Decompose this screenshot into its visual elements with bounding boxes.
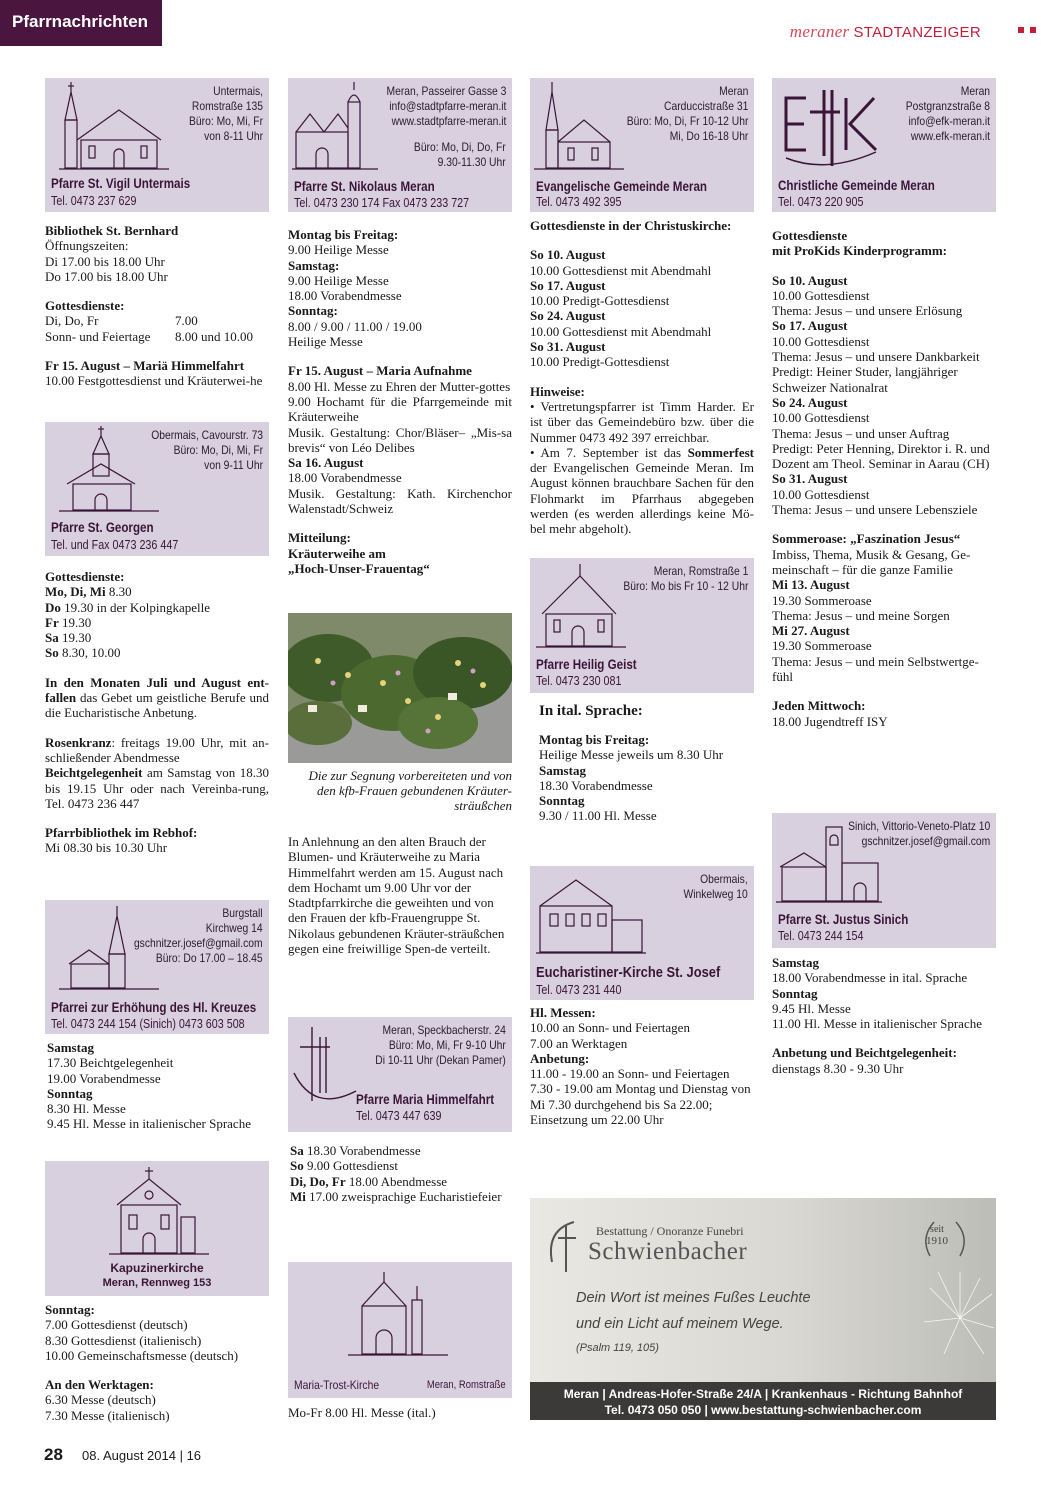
text-block-st-justus: Samstag 18.00 Vorabendmesse in ital. Sprache Sonntag 9.45 Hl. Messe 11.00 Hl. Messe in italienischer Sprache Anbetung und Beichtgelegenheit: dienstags 8.30 - 9.30 Uhr: [772, 955, 982, 1076]
info-box-st-nikolaus: [288, 78, 512, 212]
box-address: Sinich, Vittorio-Veneto-Platz 10 gschnitzer.josef@gmail.com: [847, 819, 990, 848]
text-block-st-nikolaus: Montag bis Freitag: 9.00 Heilige Messe Samstag: 9.00 Heilige Messe 18.00 Vorabendmesse Sonntag: 8.00 / 9.00 / 11.00 / 19.00 Heilige Messe Fr 15. August – Maria Aufnahme 8.00 Hl. Messe zu Ehren der Mutter-gottes 9.00 Hochamt für die Pfarrgemeinde mit Kräuterweihe Musik. Gestaltung: Chor/Bläser– „Mis-sa brevis“ von Léo Delibes Sa 16. August 18.00 Vorabendmesse Musik. Gestaltung: Kath. Kirchenchor Walenstadt/Schweiz Mitteilung: Kräuterweihe am „Hoch-Unser-Frauentag“: [288, 227, 512, 576]
box-address: Untermais, Romstraße 135 Büro: Mo, Mi, Fr von 8-11 Uhr: [189, 84, 263, 143]
parish-phone: Tel. und Fax 0473 236 447: [51, 538, 179, 552]
info-box-evangelische-gemeinde: [530, 78, 754, 212]
text-block-evangelische-gemeinde: Gottesdienste in der Christuskirche: So 10. August 10.00 Gottesdienst mit Abendmahl So 17. August 10.00 Predigt-Gottesdienst So 24. August 10.00 Gottesdienst mit Abendmahl So 31. August 10.00 Predigt-Gottesdienst Hinweise: • Vertretungspfarrer ist Timm Harder. Er ist über das Gemeindebüro bzw. über die Nummer 0473 492 397 erreichbar. • Am 7. September ist das Sommerfest der Evangelischen Gemeinde Meran. Im August können brauchbare Sachen für den Flohmarkt im Pfarrhaus abgegeben werden (es werden allerdings keine Mö-bel mehr abgeholt).: [530, 218, 754, 537]
parish-name: Pfarre St. Justus Sinich: [778, 912, 909, 927]
parish-name: Evangelische Gemeinde Meran: [536, 179, 708, 194]
ad-quote-source: (Psalm 119, 105): [576, 1342, 659, 1354]
text-block-st-georgen: Gottesdienste: Mo, Di, Mi 8.30 Do 19.30 in der Kolpingkapelle Fr 19.30 Sa 19.30 So 8.30, 10.00 In den Monaten Juli und August ent-fallen das Gebet um geistliche Berufe und die Eucharistische Anbetung. Rosenkranz: freitags 19.00 Uhr, mit an-schließender Abendmesse Beichtgelegenheit am Samstag von 18.30 bis 19.15 Uhr oder nach Vereinba-rung, Tel. 0473 236 447 Pfarrbibliothek im Rebhof: Mi 08.30 bis 10.30 Uhr: [45, 569, 269, 856]
info-box-st-justus: [772, 813, 996, 948]
parish-phone: Tel. 0473 237 629: [51, 194, 137, 208]
parish-phone: Tel. 0473 220 905: [778, 195, 864, 209]
ad-quote-line-1: Dein Wort ist meines Fußes Leuchte: [576, 1290, 811, 1306]
info-box-maria-himmelfahrt: [288, 1017, 512, 1132]
parish-phone: Tel. 0473 244 154: [778, 929, 864, 943]
info-box-heilig-geist: [530, 558, 754, 693]
dandelion-icon: [900, 1258, 996, 1368]
funeral-home-advertisement: [530, 1198, 996, 1420]
text-block-maria-himmelfahrt: Sa 18.30 Vorabendmesse So 9.00 Gottesdienst Di, Do, Fr 18.00 Abendmesse Mi 17.00 zweisprachige Eucharistiefeier: [290, 1143, 502, 1204]
parish-phone: Tel. 0473 492 395: [536, 195, 622, 209]
text-block-maria-trost: Mo-Fr 8.00 Hl. Messe (ital.): [288, 1405, 436, 1420]
laurel-wreath-icon: [920, 1214, 970, 1264]
ad-subtitle: Bestattung / Onoranze Funebri: [596, 1224, 744, 1238]
church-drawing-icon: [290, 1023, 360, 1109]
box-address: Obermais, Cavourstr. 73 Büro: Mo, Di, Mi, Fr von 9-11 Uhr: [151, 428, 263, 472]
ad-quote-line-2: und ein Licht auf meinem Wege.: [576, 1316, 784, 1332]
ad-contact-strip: Meran | Andreas-Hofer-Straße 24/A | Krankenhaus - Richtung Bahnhof Tel. 0473 050 050 | www.bestattung-schwienbacher.com: [530, 1382, 996, 1420]
cross-logo-icon: [544, 1216, 584, 1276]
brand-caps: STADTANZEIGER: [853, 24, 981, 41]
text-block-st-josef: Hl. Messen: 10.00 an Sonn- und Feiertagen 7.00 an Werktagen Anbetung: 11.00 - 19.00 an Sonn- und Feiertagen 7.30 - 19.00 am Montag und Dienstag von Mi 7.30 durchgehend bis Sa 22.00; Einsetzung um 22.00 Uhr: [530, 1005, 751, 1128]
parish-address: Meran, Romstraße: [427, 1379, 506, 1391]
parish-name: Eucharistiner-Kirche St. Josef: [536, 964, 721, 981]
church-drawing-icon: [536, 562, 626, 652]
box-address: Meran, Speckbacherstr. 24 Büro: Mo, Mi, Fr 9-10 Uhr Di 10-11 Uhr (Dekan Pamer): [375, 1023, 506, 1067]
publication-brand: [790, 22, 981, 42]
parish-name: Pfarre St. Vigil Untermais: [51, 176, 191, 191]
church-drawing-icon: [348, 1270, 448, 1358]
box-address: Meran, Romstraße 1 Büro: Mo bis Fr 10 - 12 Uhr: [622, 564, 748, 593]
info-box-st-georgen: [45, 422, 269, 556]
herb-blessing-text: In Anlehnung an den alten Brauch der Blumen- und Kräuterweihe zu Maria Himmelfahrt werden am 15. August nach dem Hochamt um 9.00 Uhr vor der Stadtpfarrkirche die geweihten und von den Frauen der kfb-Frauengruppe St. Nikolaus gebundenen Kräuter-sträußchen gegen eine freiwillige Spen-de verteilt.: [288, 834, 505, 957]
herb-bouquets-photo: [288, 613, 512, 763]
church-drawing-icon: [292, 80, 378, 174]
box-address: Meran, Passeirer Gasse 3 info@stadtpfarre-meran.it www.stadtpfarre-meran.it: [386, 84, 506, 128]
issue-date: 08. August 2014 | 16: [82, 1448, 202, 1463]
info-box-maria-trost: [288, 1262, 512, 1398]
church-drawing-icon: [59, 424, 159, 516]
church-drawing-icon: [534, 80, 624, 174]
text-block-st-vigil: Bibliothek St. Bernhard Öffnungszeiten: Di 17.00 bis 18.00 Uhr Do 17.00 bis 18.00 Uhr Gottesdienste: Di, Do, Fr 7.00 Sonn- und Feiertage 8.00 und 10.00 Fr 15. August – Mariä Himmelfahrt 10.00 Festgottesdienst und Kräuterwei-he: [45, 223, 263, 389]
parish-name: Pfarre St. Georgen: [51, 520, 154, 535]
info-box-kapuzinerkirche: [45, 1161, 269, 1296]
photo-caption: Die zur Segnung vorbereiteten und von den kfb-Frauen gebundenen Kräuter-sträußchen: [308, 768, 512, 813]
text-block-kapuzinerkirche: Sonntag: 7.00 Gottesdienst (deutsch) 8.30 Gottesdienst (italienisch) 10.00 Gemeinschaftsmesse (deutsch) An den Werktagen: 6.30 Messe (deutsch) 7.30 Messe (italienisch): [45, 1302, 239, 1423]
brand-square-icon: [1018, 27, 1024, 33]
info-box-st-josef: [530, 866, 754, 1000]
church-drawing-icon: [109, 1165, 209, 1257]
ad-seal: seit 1910: [926, 1220, 948, 1247]
info-box-hl-kreuz: [45, 900, 269, 1034]
box-office-hours: Büro: Mo, Di, Do, Fr 9.30-11.30 Uhr: [414, 140, 506, 169]
efk-logo-icon: [778, 86, 884, 172]
parish-phone: Tel. 0473 230 081: [536, 674, 622, 688]
parish-name: Maria-Trost-Kirche: [294, 1378, 380, 1392]
box-address: Meran Postgranzstraße 8 info@efk-meran.it www.efk-meran.it: [905, 84, 990, 143]
brand-square-icon: [1030, 27, 1036, 33]
parish-address: Meran, Rennweg 153: [102, 1277, 212, 1289]
parish-name: Pfarrei zur Erhöhung des Hl. Kreuzes: [51, 1000, 257, 1015]
box-address: Burgstall Kirchweg 14 gschnitzer.josef@gmail.com Büro: Do 17.00 – 18.45: [134, 906, 263, 965]
parish-name: Pfarre St. Nikolaus Meran: [294, 179, 435, 194]
brand-script: meraner: [789, 22, 850, 41]
text-block-hl-kreuz: Samstag 17.30 Beichtgelegenheit 19.00 Vorabendmesse Sonntag 8.30 Hl. Messe 9.45 Hl. Messe in italienischer Sprache: [47, 1040, 251, 1132]
info-box-st-vigil: [45, 78, 269, 212]
section-title: Pfarrnachrichten: [0, 0, 162, 46]
parish-phone: Tel. 0473 231 440: [536, 983, 622, 997]
text-block-heilig-geist: In ital. Sprache: Montag bis Freitag: Heilige Messe jeweils um 8.30 Uhr Samstag 18.30 Vorabendmesse Sonntag 9.30 / 11.00 Hl. Messe: [539, 703, 724, 824]
parish-phone: Tel. 0473 244 154 (Sinich) 0473 603 508: [51, 1017, 245, 1031]
ad-company-name: Schwienbacher: [588, 1238, 748, 1265]
church-drawing-icon: [59, 80, 169, 172]
parish-phone: Tel. 0473 447 639: [356, 1109, 442, 1123]
parish-phone: Tel. 0473 230 174 Fax 0473 233 727: [294, 196, 470, 210]
info-box-christliche-gemeinde: [772, 78, 996, 212]
parish-name: Kapuzinerkirche: [110, 1261, 204, 1275]
church-drawing-icon: [536, 870, 646, 958]
box-address: Obermais, Winkelweg 10: [683, 872, 748, 901]
text-block-christliche-gemeinde: Gottesdienste mit ProKids Kinderprogramm: So 10. August 10.00 Gottesdienst Thema: Jesus – und unsere Erlösung So 17. August 10.00 Gottesdienst Thema: Jesus – und unsere Dankbarkeit Predigt: Heiner Studer, langjähriger Schweizer Nationalrat So 24. August 10.00 Gottesdienst Thema: Jesus – und unser Auftrag Predigt: Peter Henning, Direktor i. R. und Dozent am Theol. Seminar in Aarau (CH) So 31. August 10.00 Gottesdienst Thema: Jesus – und unsere Lebensziele Sommeroase: „Faszination Jesus“ Imbiss, Thema, Musik & Gesang, Ge-meinschaft – für die ganze Familie Mi 13. August 19.30 Sommeroase Thema: Jesus – und meine Sorgen Mi 27. August 19.30 Sommeroase Thema: Jesus – und mein Selbstwertge-fühl Jeden Mittwoch: 18.00 Jugendtreff ISY: [772, 228, 990, 729]
parish-name: Pfarre Maria Himmelfahrt: [356, 1092, 495, 1107]
page-number: 28: [44, 1445, 63, 1464]
box-address: Meran Carduccistraße 31 Büro: Mo, Di, Fr 10-12 Uhr Mi, Do 16-18 Uhr: [626, 84, 748, 143]
parish-name: Pfarre Heilig Geist: [536, 657, 637, 672]
parish-name: Christliche Gemeinde Meran: [778, 178, 935, 193]
